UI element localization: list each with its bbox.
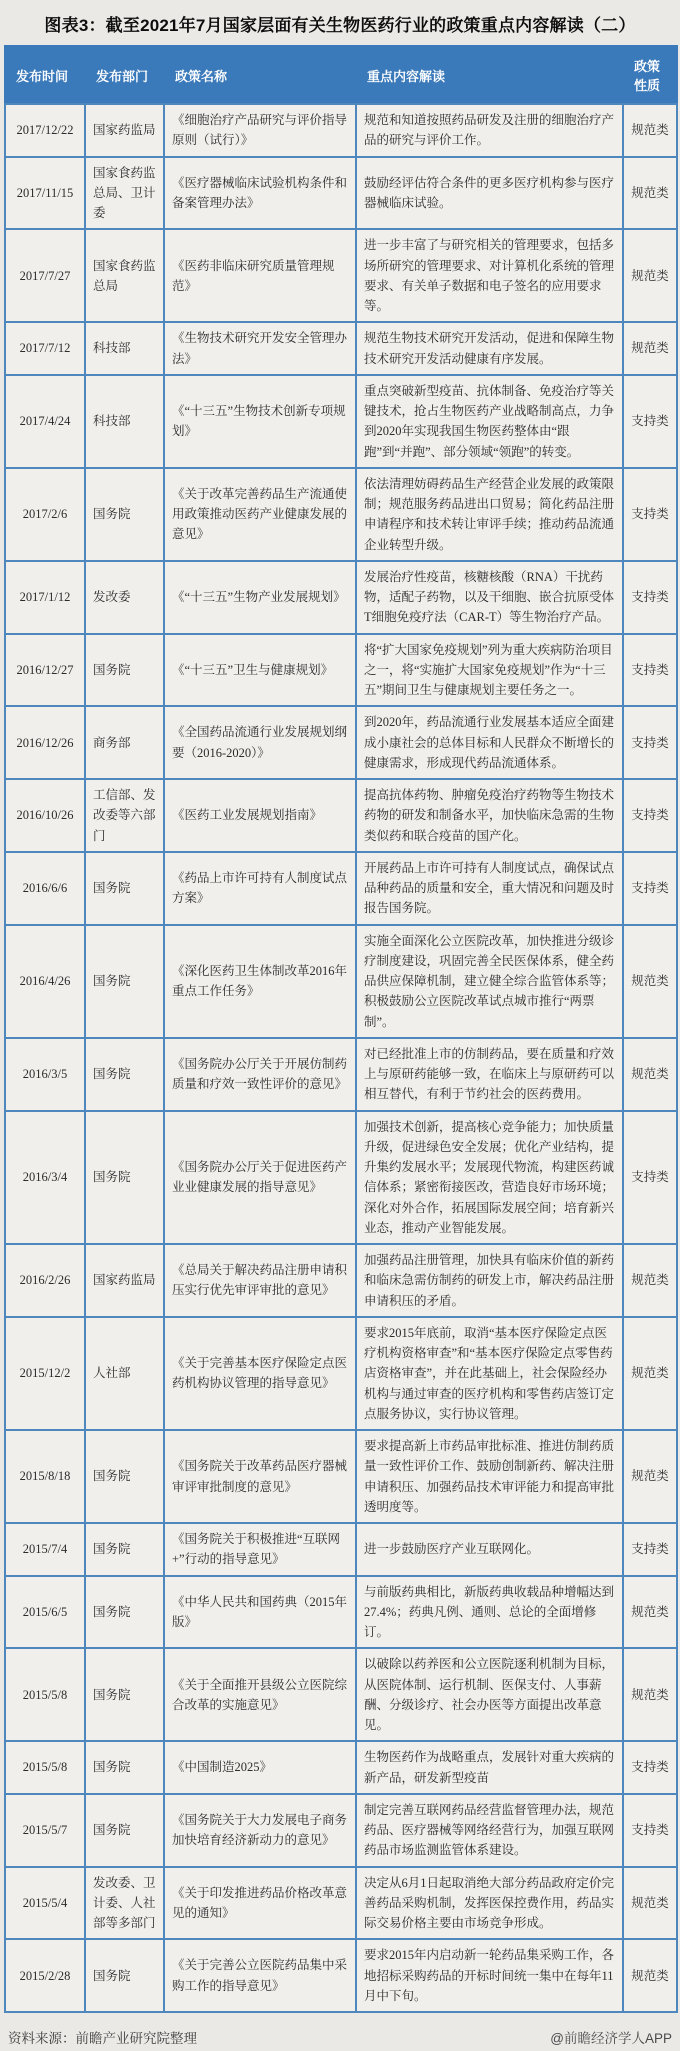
cell-publish-dept: 国务院 [85, 852, 164, 925]
cell-publish-dept: 国务院 [85, 925, 164, 1038]
header-nature: 政策性质 [623, 46, 677, 104]
cell-content-interpretation: 将“扩大国家免疫规划”列为重大疾病防治项目之一，将“实施扩大国家免疫规划”作为“十三五”期间卫生与健康规划主要任务之一。 [356, 634, 623, 707]
cell-policy-name: 《医药工业发展规划指南》 [164, 779, 356, 852]
cell-policy-name: 《“十三五”生物产业发展规划》 [164, 561, 356, 634]
cell-content-interpretation: 与前版药典相比，新版药典收载品种增幅达到27.4%；药典凡例、通则、总论的全面增修订。 [356, 1576, 623, 1649]
cell-publish-date: 2016/12/27 [5, 634, 85, 707]
cell-policy-nature: 规范类 [623, 1867, 677, 1940]
table-row [5, 1038, 677, 1111]
cell-publish-date: 2016/12/26 [5, 706, 85, 779]
table-row [5, 104, 677, 157]
table-row [5, 1317, 677, 1430]
table-row [5, 157, 677, 230]
table-row [5, 1867, 677, 1940]
cell-publish-dept: 国务院 [85, 634, 164, 707]
cell-policy-nature: 规范类 [623, 1244, 677, 1317]
cell-content-interpretation: 要求2015年内启动新一轮药品集采购工作，各地招标采购药品的开标时间统一集中在每年11月中下旬。 [356, 1939, 623, 2012]
table-row [5, 1523, 677, 1576]
cell-publish-dept: 国家药监局 [85, 104, 164, 157]
cell-policy-nature: 支持类 [623, 468, 677, 561]
cell-content-interpretation: 进一步丰富了与研究相关的管理要求，包括多场所研究的管理要求、对计算机化系统的管理要求、有关单子数据和电子签名的应用要求等。 [356, 229, 623, 322]
table-row [5, 229, 677, 322]
cell-policy-name: 《“十三五”卫生与健康规划》 [164, 634, 356, 707]
table-row [5, 634, 677, 707]
cell-policy-name: 《医疗器械临床试验机构条件和备案管理办法》 [164, 157, 356, 230]
cell-publish-date: 2015/8/18 [5, 1430, 85, 1523]
cell-publish-dept: 国务院 [85, 1576, 164, 1649]
cell-publish-date: 2016/2/26 [5, 1244, 85, 1317]
source-note: 资料来源：前瞻产业研究院整理 [8, 2031, 197, 2046]
cell-publish-dept: 人社部 [85, 1317, 164, 1430]
header-row [5, 46, 677, 104]
table-row [5, 1741, 677, 1794]
cell-publish-dept: 发改委、卫计委、人社部等多部门 [85, 1867, 164, 1940]
cell-policy-nature: 规范类 [623, 1576, 677, 1649]
cell-publish-date: 2016/6/6 [5, 852, 85, 925]
cell-policy-name: 《细胞治疗产品研究与评价指导原则（试行）》 [164, 104, 356, 157]
cell-publish-date: 2015/12/2 [5, 1317, 85, 1430]
cell-publish-dept: 国家药监局 [85, 1244, 164, 1317]
cell-policy-name: 《总局关于解决药品注册申请积压实行优先审评审批的意见》 [164, 1244, 356, 1317]
cell-content-interpretation: 生物医药作为战略重点，发展针对重大疾病的新产品，研发新型疫苗 [356, 1741, 623, 1794]
cell-content-interpretation: 要求2015年底前，取消“基本医疗保险定点医疗机构资格审查”和“基本医疗保险定点零售药店资格审查”，并在此基础上，社会保险经办机构与通过审查的医疗机构和零售药店签订定点服务协议，实行协议管理。 [356, 1317, 623, 1430]
table-row [5, 1576, 677, 1649]
cell-content-interpretation: 决定从6月1日起取消绝大部分药品政府定价完善药品采购机制，发挥医保控费作用，药品实际交易价格主要由市场竞争形成。 [356, 1867, 623, 1940]
cell-publish-date: 2015/5/8 [5, 1648, 85, 1741]
cell-policy-nature: 支持类 [623, 1111, 677, 1245]
cell-policy-name: 《医药非临床研究质量管理规范》 [164, 229, 356, 322]
table-row [5, 779, 677, 852]
cell-policy-name: 《生物技术研究开发安全管理办法》 [164, 322, 356, 375]
cell-policy-nature: 支持类 [623, 1741, 677, 1794]
cell-policy-nature: 规范类 [623, 229, 677, 322]
table-row [5, 706, 677, 779]
cell-policy-name: 《中国制造2025》 [164, 1741, 356, 1794]
cell-policy-name: 《关于全面推开县级公立医院综合改革的实施意见》 [164, 1648, 356, 1741]
cell-content-interpretation: 加强药品注册管理，加快具有临床价值的新药和临床急需仿制药的研发上市，解决药品注册申请积压的矛盾。 [356, 1244, 623, 1317]
cell-publish-dept: 国家食药监总局、卫计委 [85, 157, 164, 230]
cell-content-interpretation: 加强技术创新，提高核心竞争能力；加快质量升级，促进绿色安全发展；优化产业结构，提升集约发展水平；发展现代物流，构建医药诚信体系；紧密衔接医改，营造良好市场环境；深化对外合作，拓展国际发展空间；培育新兴业态，推动产业智能发展。 [356, 1111, 623, 1245]
header-dept: 发布部门 [85, 46, 164, 104]
cell-policy-nature: 规范类 [623, 157, 677, 230]
cell-policy-name: 《中华人民共和国药典（2015年版》 [164, 1576, 356, 1649]
cell-publish-dept: 科技部 [85, 375, 164, 468]
cell-publish-dept: 国家食药监总局 [85, 229, 164, 322]
cell-policy-nature: 规范类 [623, 104, 677, 157]
cell-publish-dept: 科技部 [85, 322, 164, 375]
header-date: 发布时间 [5, 46, 85, 104]
cell-policy-nature: 规范类 [623, 1939, 677, 2012]
cell-publish-date: 2017/1/12 [5, 561, 85, 634]
cell-publish-dept: 工信部、发改委等六部门 [85, 779, 164, 852]
cell-publish-dept: 国务院 [85, 468, 164, 561]
table-row [5, 1794, 677, 1867]
cell-publish-dept: 国务院 [85, 1430, 164, 1523]
cell-content-interpretation: 到2020年，药品流通行业发展基本适应全面建成小康社会的总体目标和人民群众不断增长的健康需求，形成现代药品流通体系。 [356, 706, 623, 779]
policy-table [4, 45, 678, 2013]
cell-content-interpretation: 重点突破新型疫苗、抗体制备、免疫治疗等关键技术，抢占生物医药产业战略制高点，力争到2020年实现我国生物医药整体由“跟跑”到“并跑”、部分领域“领跑”的转变。 [356, 375, 623, 468]
cell-publish-date: 2016/3/5 [5, 1038, 85, 1111]
cell-content-interpretation: 鼓励经评估符合条件的更多医疗机构参与医疗器械临床试验。 [356, 157, 623, 230]
cell-policy-name: 《国务院关于积极推进“互联网+”行动的指导意见》 [164, 1523, 356, 1576]
cell-publish-date: 2015/5/7 [5, 1794, 85, 1867]
table-row [5, 561, 677, 634]
cell-content-interpretation: 进一步鼓励医疗产业互联网化。 [356, 1523, 623, 1576]
cell-policy-name: 《关于改革完善药品生产流通使用政策推动医药产业健康发展的意见》 [164, 468, 356, 561]
cell-publish-date: 2017/7/12 [5, 322, 85, 375]
table-row [5, 1430, 677, 1523]
table-row [5, 852, 677, 925]
table-row [5, 322, 677, 375]
table-body [5, 104, 677, 2012]
credit-note: @前瞻经济学人APP [550, 2031, 672, 2046]
table-row [5, 925, 677, 1038]
cell-content-interpretation: 制定完善互联网药品经营监督管理办法，规范药品、医疗器械等网络经营行为，加强互联网药品市场监测监管体系建设。 [356, 1794, 623, 1867]
cell-content-interpretation: 提高抗体药物、肿瘤免疫治疗药物等生物技术药物的研发和制备水平，加快临床急需的生物类似药和联合疫苗的国产化。 [356, 779, 623, 852]
footer [4, 2023, 676, 2051]
cell-publish-date: 2015/2/28 [5, 1939, 85, 2012]
cell-publish-dept: 国务院 [85, 1648, 164, 1741]
cell-policy-nature: 规范类 [623, 1430, 677, 1523]
cell-publish-date: 2015/6/5 [5, 1576, 85, 1649]
table-row [5, 1111, 677, 1245]
cell-publish-dept: 商务部 [85, 706, 164, 779]
cell-policy-nature: 规范类 [623, 1317, 677, 1430]
cell-publish-date: 2016/10/26 [5, 779, 85, 852]
cell-content-interpretation: 实施全面深化公立医院改革，加快推进分级诊疗制度建设，巩固完善全民医保体系，健全药品供应保障机制，建立健全综合监管体系等；积极鼓励公立医院改革试点城市推行“两票制”。 [356, 925, 623, 1038]
cell-policy-nature: 支持类 [623, 1794, 677, 1867]
cell-content-interpretation: 要求提高新上市药品审批标准、推进仿制药质量一致性评价工作、鼓励创制新药、解决注册申请积压、加强药品技术审评能力和提高审批透明度等。 [356, 1430, 623, 1523]
cell-publish-dept: 国务院 [85, 1741, 164, 1794]
cell-policy-name: 《国务院关于大力发展电子商务加快培育经济新动力的意见》 [164, 1794, 356, 1867]
cell-policy-name: 《国务院办公厅关于促进医药产业业健康发展的指导意见》 [164, 1111, 356, 1245]
cell-publish-dept: 国务院 [85, 1794, 164, 1867]
cell-policy-nature: 支持类 [623, 634, 677, 707]
cell-publish-dept: 发改委 [85, 561, 164, 634]
cell-policy-nature: 规范类 [623, 1648, 677, 1741]
header-content: 重点内容解读 [356, 46, 623, 104]
cell-policy-name: 《国务院办公厅关于开展仿制药质量和疗效一致性评价的意见》 [164, 1038, 356, 1111]
cell-publish-dept: 国务院 [85, 1523, 164, 1576]
page-title: 图表3：截至2021年7月国家层面有关生物医药行业的政策重点内容解读（二） [44, 16, 636, 35]
cell-publish-date: 2017/12/22 [5, 104, 85, 157]
cell-policy-name: 《药品上市许可持有人制度试点方案》 [164, 852, 356, 925]
cell-policy-nature: 支持类 [623, 779, 677, 852]
cell-content-interpretation: 对已经批准上市的仿制药品，要在质量和疗效上与原研药能够一致，在临床上与原研药可以相互替代，有利于节约社会的医药费用。 [356, 1038, 623, 1111]
cell-policy-nature: 规范类 [623, 1038, 677, 1111]
cell-policy-nature: 支持类 [623, 706, 677, 779]
cell-policy-name: 《全国药品流通行业发展规划纲要（2016-2020）》 [164, 706, 356, 779]
cell-content-interpretation: 依法清理妨碍药品生产经营企业发展的政策限制；规范服务药品进出口贸易；简化药品注册申请程序和技术转让审评手续；推动药品流通企业转型升级。 [356, 468, 623, 561]
cell-policy-nature: 规范类 [623, 925, 677, 1038]
cell-policy-nature: 规范类 [623, 322, 677, 375]
cell-publish-date: 2015/7/4 [5, 1523, 85, 1576]
cell-publish-date: 2017/2/6 [5, 468, 85, 561]
cell-policy-nature: 支持类 [623, 375, 677, 468]
cell-policy-name: 《“十三五”生物技术创新专项规划》 [164, 375, 356, 468]
cell-publish-date: 2017/11/15 [5, 157, 85, 230]
cell-content-interpretation: 发展治疗性疫苗，核糖核酸（RNA）干扰药物，适配子药物，以及干细胞、嵌合抗原受体T细胞免疫疗法（CAR-T）等生物治疗产品。 [356, 561, 623, 634]
cell-publish-dept: 国务院 [85, 1038, 164, 1111]
cell-policy-name: 《关于完善公立医院药品集中采购工作的指导意见》 [164, 1939, 356, 2012]
table-row [5, 1244, 677, 1317]
cell-publish-dept: 国务院 [85, 1111, 164, 1245]
cell-content-interpretation: 规范生物技术研究开发活动，促进和保障生物技术研究开发活动健康有序发展。 [356, 322, 623, 375]
cell-publish-date: 2017/4/24 [5, 375, 85, 468]
cell-content-interpretation: 开展药品上市许可持有人制度试点，确保试点品种药品的质量和安全，重大情况和问题及时报告国务院。 [356, 852, 623, 925]
cell-policy-nature: 支持类 [623, 1523, 677, 1576]
cell-policy-name: 《关于印发推进药品价格改革意见的通知》 [164, 1867, 356, 1940]
cell-policy-nature: 支持类 [623, 852, 677, 925]
table-header [5, 46, 677, 104]
cell-content-interpretation: 规范和知道按照药品研发及注册的细胞治疗产品的研究与评价工作。 [356, 104, 623, 157]
cell-publish-date: 2016/4/26 [5, 925, 85, 1038]
cell-policy-nature: 支持类 [623, 561, 677, 634]
cell-policy-name: 《国务院关于改革药品医疗器械审评审批制度的意见》 [164, 1430, 356, 1523]
cell-content-interpretation: 以破除以药养医和公立医院逐利机制为目标，从医院体制、运行机制、医保支付、人事薪酬、分级诊疗、社会办医等方面提出改革意见。 [356, 1648, 623, 1741]
cell-publish-date: 2017/7/27 [5, 229, 85, 322]
cell-publish-date: 2015/5/4 [5, 1867, 85, 1940]
cell-publish-dept: 国务院 [85, 1939, 164, 2012]
cell-policy-name: 《深化医药卫生体制改革2016年重点工作任务》 [164, 925, 356, 1038]
table-row [5, 1648, 677, 1741]
header-policy: 政策名称 [164, 46, 356, 104]
cell-publish-date: 2016/3/4 [5, 1111, 85, 1245]
table-row [5, 1939, 677, 2012]
table-row [5, 375, 677, 468]
table-row [5, 468, 677, 561]
cell-publish-date: 2015/5/8 [5, 1741, 85, 1794]
cell-policy-name: 《关于完善基本医疗保险定点医药机构协议管理的指导意见》 [164, 1317, 356, 1430]
